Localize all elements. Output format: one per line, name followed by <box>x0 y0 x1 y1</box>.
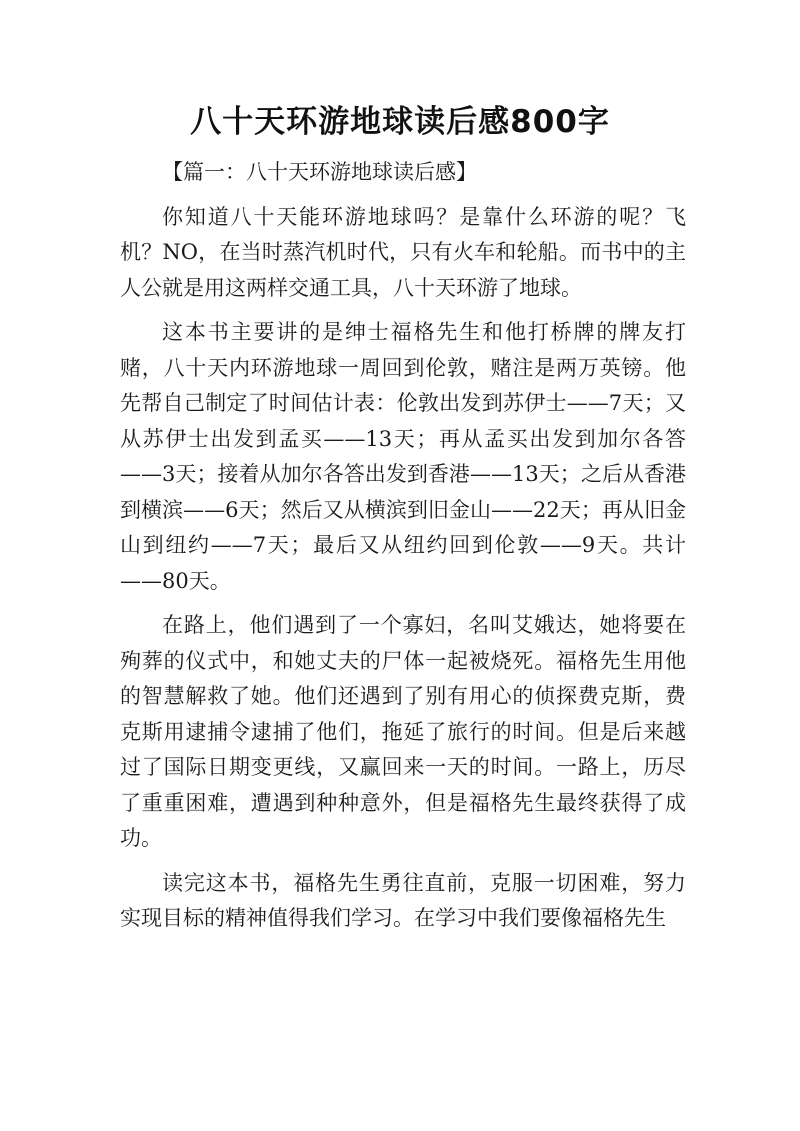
paragraph-2: 这本书主要讲的是绅士福格先生和他打桥牌的牌友打赌，八十天内环游地球一周回到伦敦，赌注是两万英镑。他先帮自己制定了时间估计表：伦敦出发到苏伊士——7天；又从苏伊士出发到孟买——13天；再从孟买出发到加尔各答——3天；接着从加尔各答出发到香港——13天；之后从香港到横滨——6天；然后又从横滨到旧金山——22天；再从旧金山到纽约——7天；最后又从纽约回到伦敦——9天。共计——80天。 <box>120 320 686 593</box>
document-body <box>120 155 686 937</box>
paragraph-3: 在路上，他们遇到了一个寡妇，名叫艾娥达，她将要在殉葬的仪式中，和她丈夫的尸体一起被烧死。福格先生用他的智慧解救了她。他们还遇到了别有用心的侦探费克斯，费克斯用逮捕令逮捕了他们，拖延了旅行的时间。但是后来越过了国际日期变更线，又赢回来一天的时间。一路上，历尽了重重困难，遭遇到种种意外，但是福格先生最终获得了成功。 <box>120 613 686 850</box>
document-title: 八十天环游地球读后感800字 <box>190 104 610 140</box>
section-heading: 【篇一：八十天环游地球读后感】 <box>162 160 477 184</box>
paragraph-4: 读完这本书，福格先生勇往直前，克服一切困难，努力实现目标的精神值得我们学习。在学习中我们要像福格先生 <box>120 870 686 930</box>
paragraph-1: 你知道八十天能环游地球吗？是靠什么环游的呢？飞机？NO，在当时蒸汽机时代，只有火车和轮船。而书中的主人公就是用这两样交通工具，八十天环游了地球。 <box>120 204 686 300</box>
